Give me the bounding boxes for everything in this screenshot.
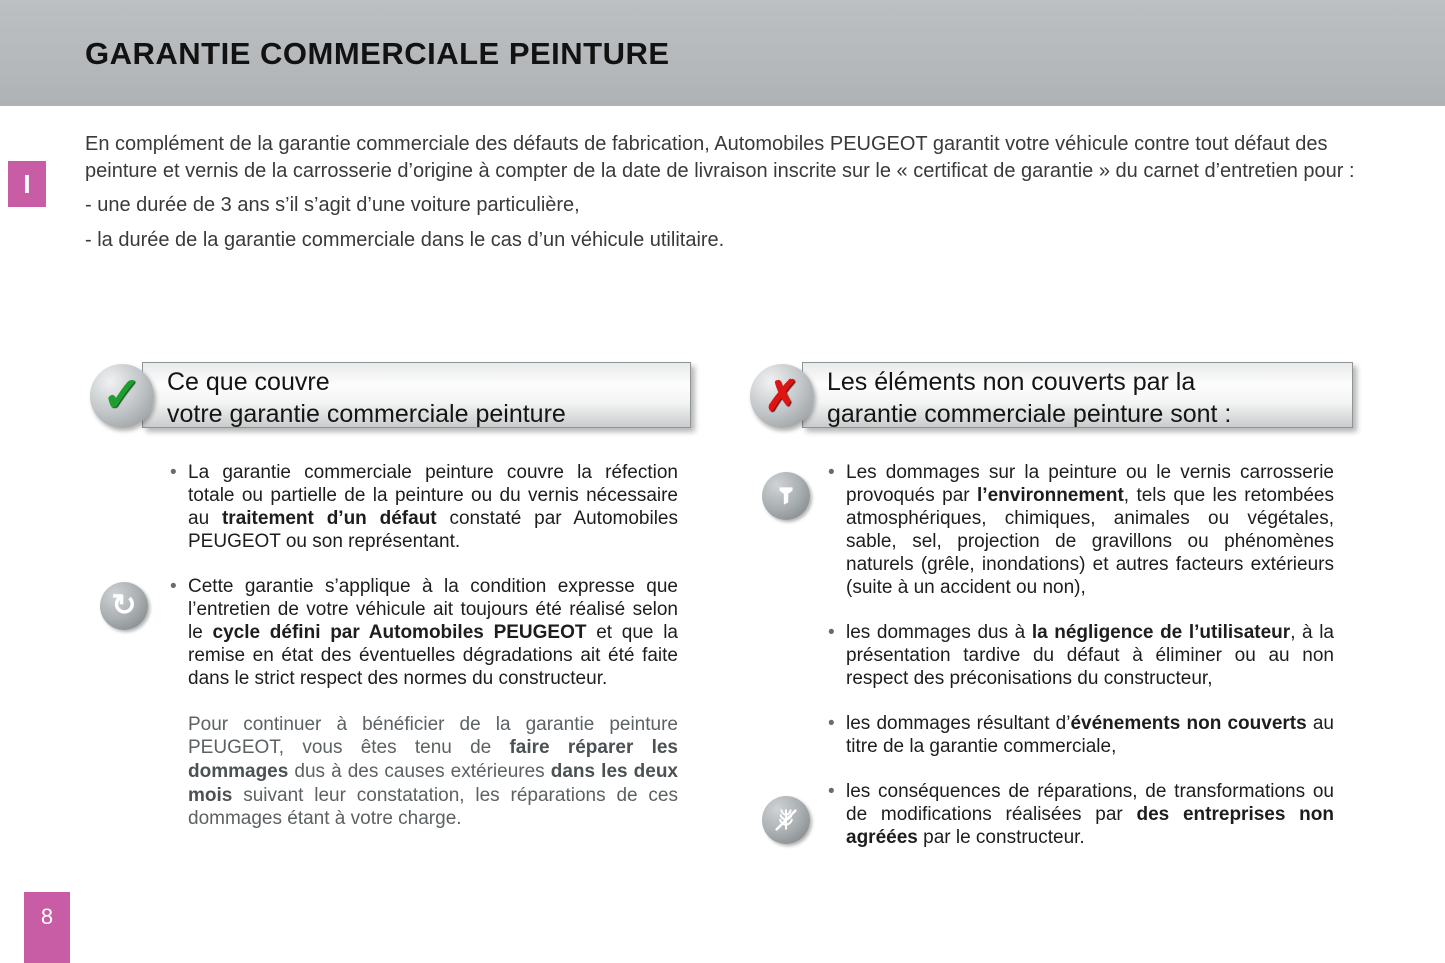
chapter-tab-label: I bbox=[23, 168, 31, 199]
cycle-icon bbox=[100, 582, 148, 630]
intro-list-item: - une durée de 3 ans s’il s’agit d’une voiture particulière, bbox=[85, 194, 580, 217]
not-covered-bullet-4: les conséquences de réparations, de transformations ou de modifications réalisées par des entreprises non agréées par le constructeur. bbox=[846, 780, 1334, 848]
list-item bbox=[828, 713, 1334, 759]
check-icon bbox=[90, 364, 154, 428]
bullet-marker: • bbox=[170, 575, 177, 597]
covered-note: Pour continuer à bénéficier de la garantie peinture PEUGEOT, vous êtes tenu de faire réparer les dommages dus à des causes extérieures dans les deux mois suivant leur constatation, les réparations de ces dommages étant à votre charge. bbox=[188, 713, 678, 830]
crossed-branch-glyph bbox=[771, 805, 801, 835]
intro-list-item: - la durée de la garantie commerciale dans le cas d’un véhicule utilitaire. bbox=[85, 228, 725, 251]
covered-title-line2: votre garantie commerciale peinture bbox=[167, 400, 566, 428]
covered-banner bbox=[90, 362, 691, 432]
not-covered-bullet-2: les dommages dus à la négligence de l’utilisateur, à la présentation tardive du défaut à éliminer ou au non respect des préconisations du constructeur, bbox=[846, 621, 1334, 689]
spray-gun-icon bbox=[762, 472, 810, 520]
crossed-branch-icon bbox=[762, 796, 810, 844]
bullet-marker: • bbox=[828, 712, 835, 734]
page-header bbox=[0, 0, 1445, 106]
page-title: GARANTIE COMMERCIALE PEINTURE bbox=[85, 36, 670, 71]
list-item bbox=[828, 781, 1334, 850]
bullet-marker: • bbox=[828, 780, 835, 802]
list-item bbox=[170, 576, 678, 691]
not-covered-bullet-3: les dommages résultant d’événements non couverts au titre de la garantie commerciale, bbox=[846, 712, 1334, 757]
covered-column bbox=[170, 462, 678, 831]
list-item bbox=[828, 622, 1334, 691]
bullet-marker: • bbox=[828, 462, 835, 483]
not-covered-banner-box bbox=[802, 362, 1353, 428]
covered-bullet-2: Cette garantie s’applique à la condition expresse que l’entretien de votre véhicule ait toujours été réalisé selon le cycle défini par Automobiles PEUGEOT et que la remise en état des éventuelles dégradations ait été faite dans le strict respect des normes du constructeur. bbox=[188, 575, 679, 689]
list-item bbox=[828, 462, 1334, 600]
covered-banner-box bbox=[142, 362, 691, 428]
covered-bullet-1: La garantie commerciale peinture couvre la réfection totale ou partielle de la peinture ou du vernis nécessaire au traitement d’un défaut constaté par Automobiles PEUGEOT ou son représentant. bbox=[188, 462, 678, 552]
list-item bbox=[170, 462, 678, 554]
bullet-marker: • bbox=[828, 621, 835, 643]
intro-section bbox=[85, 131, 1363, 253]
chapter-tab bbox=[8, 161, 46, 207]
not-covered-bullet-1: Les dommages sur la peinture ou le vernis carrosserie provoqués par l’environnement, tels que les retombées atmosphériques, chimiques, animales ou végétales, sable, sel, projection de gravillons ou phénomènes naturels (grêle, inondations) et autres facteurs extérieurs (suite à un accident ou non), bbox=[846, 462, 1335, 598]
covered-title-line1: Ce que couvre bbox=[167, 368, 330, 396]
not-covered-banner bbox=[750, 362, 1353, 432]
x-icon bbox=[750, 364, 814, 428]
cycle-glyph: ↻ bbox=[111, 589, 137, 622]
not-covered-title-line2: garantie commerciale peinture sont : bbox=[827, 400, 1232, 428]
x-glyph: ✗ bbox=[764, 372, 800, 419]
intro-paragraph: En complément de la garantie commerciale des défauts de fabrication, Automobiles PEUGEOT garantit votre véhicule contre tout défaut des peinture et vernis de la carrosserie d’origine à compter de la date de livraison inscrite sur le « certificat de garantie » du carnet d’entretien pour : bbox=[85, 133, 1355, 182]
bullet-marker: • bbox=[170, 462, 177, 483]
spray-gun-glyph bbox=[773, 483, 799, 509]
check-glyph: ✓ bbox=[101, 369, 143, 422]
not-covered-title-line1: Les éléments non couverts par la bbox=[827, 368, 1196, 396]
page-number: 8 bbox=[40, 904, 54, 929]
page-number-tab bbox=[24, 892, 70, 963]
not-covered-column bbox=[828, 462, 1334, 872]
